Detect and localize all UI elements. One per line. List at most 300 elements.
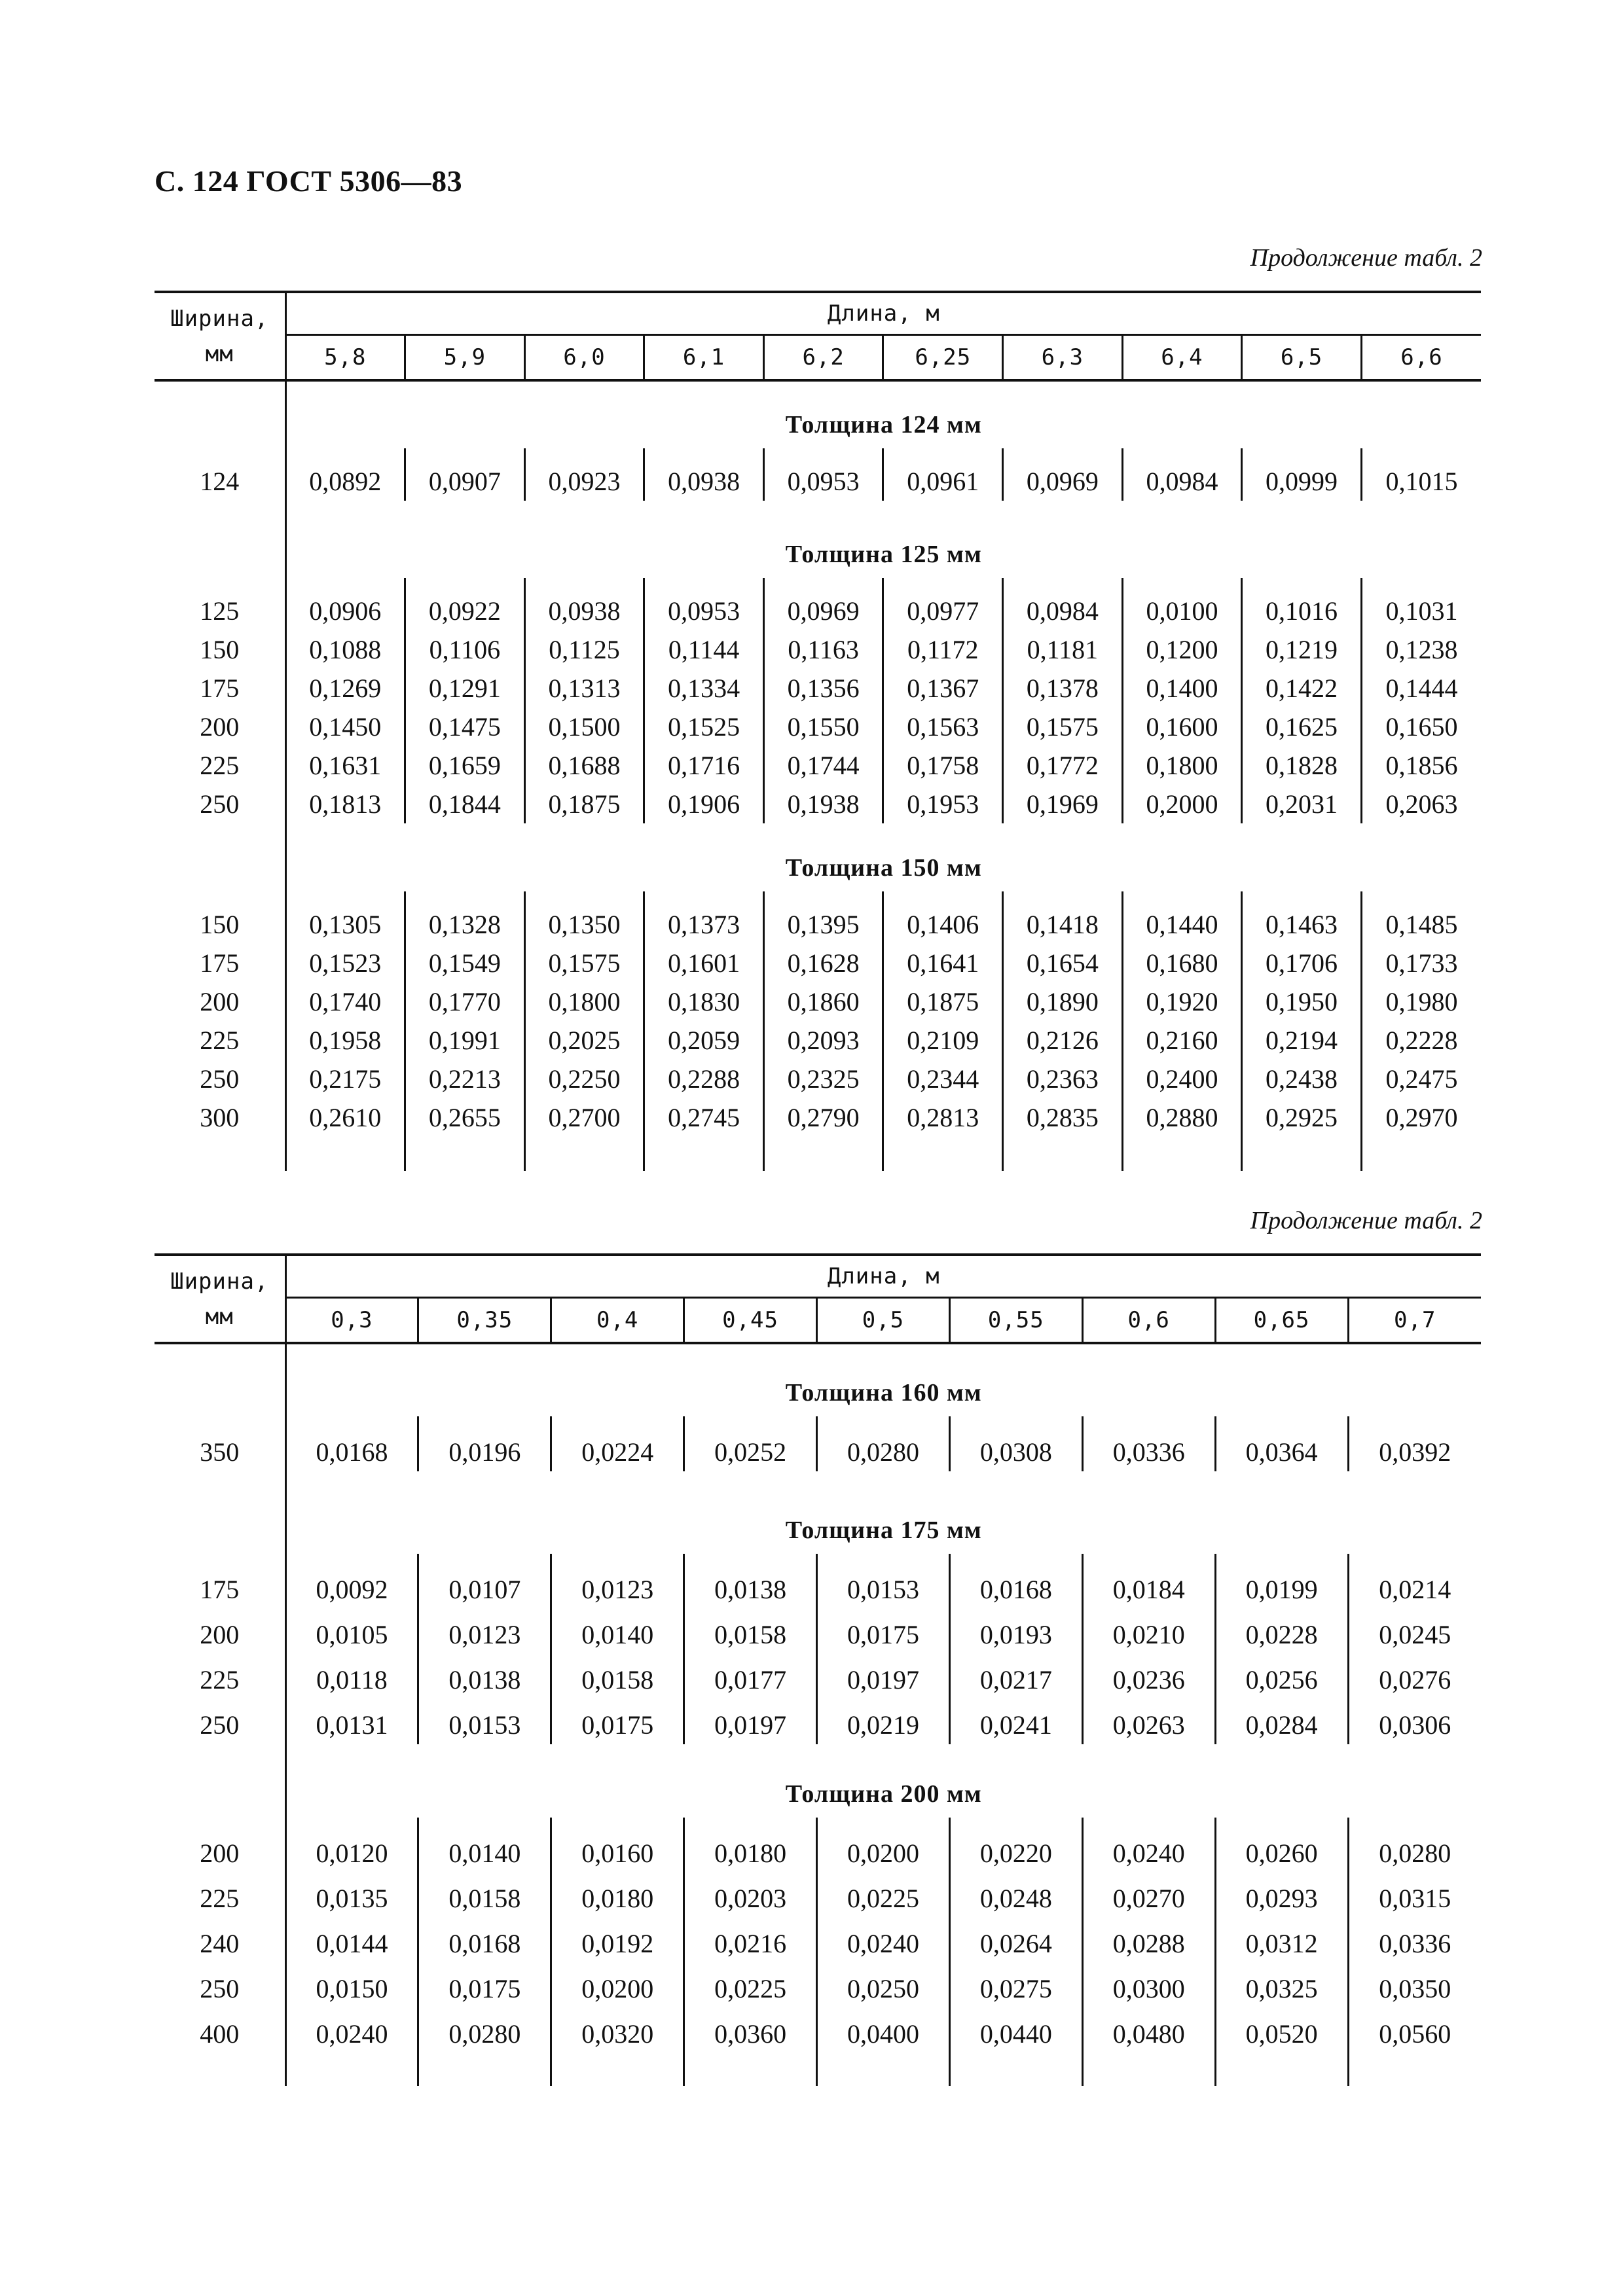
- length-column-header: 0,35: [418, 1298, 551, 1344]
- volume-cell: 0,2475: [1385, 1064, 1458, 1094]
- volume-cell: 0,0969: [1003, 448, 1123, 501]
- width-cell: 150: [155, 630, 285, 669]
- length-column-header: 0,3: [285, 1298, 418, 1344]
- volume-cell: 0,0180: [684, 1818, 817, 1873]
- volume-cell: 0,0308: [949, 1416, 1082, 1471]
- volume-cell: 0,1844: [405, 785, 525, 823]
- volume-cell: 0,1106: [405, 630, 525, 669]
- volume-cell: 0,0158: [418, 1873, 551, 1918]
- length-column-header: 6,1: [644, 335, 764, 381]
- volume-cell: 0,0092: [285, 1554, 418, 1609]
- volume-cell: 0,2745: [644, 1098, 764, 1137]
- thickness-section-title: Толщина 175 мм: [785, 1516, 982, 1544]
- volume-cell: 0,0280: [1379, 1839, 1451, 1868]
- volume-cell: 0,1800: [524, 982, 644, 1021]
- volume-cell: 0,1125: [524, 630, 644, 669]
- width-header: Ширина, мм: [155, 292, 285, 380]
- volume-cell: 0,0288: [1082, 1918, 1215, 1963]
- volume-cell: 0,1378: [1003, 669, 1123, 708]
- volume-cell: 0,1906: [644, 785, 764, 823]
- volume-cell: 0,1305: [285, 891, 405, 944]
- volume-cell: 0,0168: [418, 1918, 551, 1963]
- volume-cell: 0,2025: [524, 1021, 644, 1060]
- volume-cell: 0,0138: [418, 1654, 551, 1699]
- thickness-section-row: [155, 510, 1481, 578]
- width-cell: 124: [155, 448, 285, 501]
- volume-cell: 0,1400: [1122, 669, 1242, 708]
- volume-cell: 0,1800: [1122, 746, 1242, 785]
- table-row: [155, 1554, 1481, 1609]
- volume-cell: 0,0100: [1122, 578, 1242, 630]
- volume-cell: 0,1313: [524, 669, 644, 708]
- width-cell: 250: [155, 785, 285, 823]
- length-column-header: 6,3: [1003, 335, 1123, 381]
- volume-cell: 0,0953: [644, 578, 764, 630]
- width-cell: 150: [155, 891, 285, 944]
- volume-cell: 0,0200: [817, 1818, 950, 1873]
- table-row: [155, 630, 1481, 669]
- volume-cell: 0,0260: [1215, 1818, 1348, 1873]
- volume-cell: 0,1563: [883, 708, 1003, 746]
- volume-cell: 0,0480: [1082, 2008, 1215, 2053]
- thickness-section-row: [155, 1744, 1481, 1818]
- volume-cell: 0,0225: [684, 1963, 817, 2008]
- volume-cell: 0,2175: [285, 1060, 405, 1098]
- volume-cell: 0,0364: [1215, 1416, 1348, 1471]
- volume-cell: 0,0999: [1242, 448, 1362, 501]
- volume-cell: 0,1813: [285, 785, 405, 823]
- volume-cell: 0,0158: [684, 1609, 817, 1654]
- volume-cell: 0,1744: [763, 746, 883, 785]
- volume-cell: 0,1856: [1385, 751, 1458, 780]
- volume-cell: 0,0153: [817, 1554, 950, 1609]
- volume-cell: 0,0892: [285, 448, 405, 501]
- volume-cell: 0,0276: [1379, 1665, 1451, 1695]
- volume-cell: 0,0199: [1215, 1554, 1348, 1609]
- volume-cell: 0,0240: [817, 1918, 950, 1963]
- volume-cell: 0,0520: [1215, 2008, 1348, 2053]
- volume-cell: 0,0270: [1082, 1873, 1215, 1918]
- volume-cell: 0,1575: [1003, 708, 1123, 746]
- volume-cell: 0,1238: [1385, 635, 1458, 664]
- volume-cell: 0,1088: [285, 630, 405, 669]
- table-row: [155, 708, 1481, 746]
- length-column-header: 0,7: [1348, 1298, 1481, 1344]
- volume-cell: 0,0123: [551, 1554, 684, 1609]
- volume-cell: 0,1181: [1003, 630, 1123, 669]
- volume-cell: 0,0336: [1379, 1929, 1451, 1958]
- volume-cell: 0,1334: [644, 669, 764, 708]
- volume-cell: 0,2126: [1003, 1021, 1123, 1060]
- volume-cell: 0,1980: [1385, 987, 1458, 1016]
- volume-cell: 0,1367: [883, 669, 1003, 708]
- volume-cell: 0,0131: [285, 1699, 418, 1744]
- volume-cell: 0,1628: [763, 944, 883, 982]
- volume-cell: 0,2093: [763, 1021, 883, 1060]
- width-cell: 125: [155, 578, 285, 630]
- volume-cell: 0,1688: [524, 746, 644, 785]
- volume-cell: 0,0214: [1379, 1575, 1451, 1604]
- volume-cell: 0,0560: [1379, 2019, 1451, 2049]
- volume-cell: 0,0953: [763, 448, 883, 501]
- volume-cell: 0,0197: [817, 1654, 950, 1699]
- table-row: [155, 2008, 1481, 2053]
- volume-cell: 0,0938: [644, 448, 764, 501]
- length-header: Длина, м: [285, 292, 1481, 335]
- page-header: С. 124 ГОСТ 5306—83: [155, 164, 463, 198]
- volume-cell: 0,0175: [418, 1963, 551, 2008]
- volume-cell: 0,0320: [551, 2008, 684, 2053]
- width-cell: 175: [155, 1554, 285, 1609]
- volume-cell: 0,1475: [405, 708, 525, 746]
- volume-cell: 0,1938: [763, 785, 883, 823]
- table-row: [155, 982, 1481, 1021]
- volume-cell: 0,2063: [1385, 789, 1458, 819]
- volume-cell: 0,2363: [1003, 1060, 1123, 1098]
- volume-cell: 0,1031: [1385, 596, 1458, 626]
- volume-cell: 0,0280: [817, 1416, 950, 1471]
- volume-cell: 0,2400: [1122, 1060, 1242, 1098]
- length-column-header: 6,2: [763, 335, 883, 381]
- volume-cell: 0,1969: [1003, 785, 1123, 823]
- volume-cell: 0,0168: [949, 1554, 1082, 1609]
- volume-cell: 0,0906: [285, 578, 405, 630]
- table-row: [155, 1818, 1481, 1873]
- width-cell: 225: [155, 1873, 285, 1918]
- volume-cell: 0,1950: [1242, 982, 1362, 1021]
- volume-cell: 0,0140: [551, 1609, 684, 1654]
- volume-cell: 0,0907: [405, 448, 525, 501]
- volume-cell: 0,0203: [684, 1873, 817, 1918]
- volume-cell: 0,0144: [285, 1918, 418, 1963]
- volume-cell: 0,0336: [1082, 1416, 1215, 1471]
- width-cell: 200: [155, 1609, 285, 1654]
- volume-cell: 0,1422: [1242, 669, 1362, 708]
- volume-cell: 0,0219: [817, 1699, 950, 1744]
- length-column-header: 6,25: [883, 335, 1003, 381]
- volume-cell: 0,0138: [684, 1554, 817, 1609]
- volume-cell: 0,1875: [883, 982, 1003, 1021]
- volume-cell: 0,0315: [1379, 1884, 1451, 1913]
- thickness-section-row: [155, 380, 1481, 448]
- volume-cell: 0,0938: [524, 578, 644, 630]
- width-cell: 225: [155, 746, 285, 785]
- table-row: [155, 1918, 1481, 1963]
- width-cell: 200: [155, 982, 285, 1021]
- volume-cell: 0,0984: [1122, 448, 1242, 501]
- volume-cell: 0,0400: [817, 2008, 950, 2053]
- volume-cell: 0,1444: [1385, 673, 1458, 703]
- volume-cell: 0,1172: [883, 630, 1003, 669]
- volume-cell: 0,1991: [405, 1021, 525, 1060]
- volume-cell: 0,0360: [684, 2008, 817, 2053]
- volume-cell: 0,0961: [883, 448, 1003, 501]
- volume-cell: 0,1163: [763, 630, 883, 669]
- volume-cell: 0,0312: [1215, 1918, 1348, 1963]
- width-cell: 175: [155, 669, 285, 708]
- length-column-header: 0,45: [684, 1298, 817, 1344]
- volume-cell: 0,0280: [418, 2008, 551, 2053]
- volume-cell: 0,2228: [1385, 1026, 1458, 1055]
- volume-cell: 0,1549: [405, 944, 525, 982]
- volume-cell: 0,1440: [1122, 891, 1242, 944]
- volume-cell: 0,2925: [1242, 1098, 1362, 1137]
- volume-cell: 0,0923: [524, 448, 644, 501]
- volume-cell: 0,1525: [644, 708, 764, 746]
- volume-cell: 0,2835: [1003, 1098, 1123, 1137]
- thickness-section-title: Толщина 124 мм: [785, 411, 982, 439]
- table-continuation-label: Продолжение табл. 2: [1250, 244, 1482, 272]
- length-column-header: 5,8: [285, 335, 405, 381]
- length-column-header: 6,0: [524, 335, 644, 381]
- table-row: [155, 1609, 1481, 1654]
- volume-cell: 0,1328: [405, 891, 525, 944]
- volume-cell: 0,2325: [763, 1060, 883, 1098]
- volume-cell: 0,0107: [418, 1554, 551, 1609]
- volume-cell: 0,1890: [1003, 982, 1123, 1021]
- thickness-section-title: Толщина 200 мм: [785, 1780, 982, 1808]
- volume-cell: 0,1523: [285, 944, 405, 982]
- volume-cell: 0,1654: [1003, 944, 1123, 982]
- volume-cell: 0,2031: [1242, 785, 1362, 823]
- table-row: [155, 1021, 1481, 1060]
- volume-cell: 0,2438: [1242, 1060, 1362, 1098]
- volume-cell: 0,1016: [1242, 578, 1362, 630]
- volume-cell: 0,1953: [883, 785, 1003, 823]
- volume-cell: 0,1830: [644, 982, 764, 1021]
- volume-cell: 0,1733: [1385, 948, 1458, 978]
- length-header: Длина, м: [285, 1255, 1481, 1298]
- volume-cell: 0,1144: [644, 630, 764, 669]
- volume-cell: 0,0216: [684, 1918, 817, 1963]
- volume-cell: 0,1958: [285, 1021, 405, 1060]
- volume-cell: 0,1500: [524, 708, 644, 746]
- table-row: [155, 669, 1481, 708]
- volume-cell: 0,1200: [1122, 630, 1242, 669]
- length-column-header: 5,9: [405, 335, 525, 381]
- length-column-header: 6,6: [1361, 335, 1481, 381]
- width-cell: 250: [155, 1963, 285, 2008]
- length-column-header: 0,5: [817, 1298, 950, 1344]
- width-cell: 200: [155, 708, 285, 746]
- volume-cell: 0,0150: [285, 1963, 418, 2008]
- volume-cell: 0,0392: [1379, 1437, 1451, 1467]
- table-row: [155, 1098, 1481, 1137]
- volume-cell: 0,1706: [1242, 944, 1362, 982]
- width-cell: 175: [155, 944, 285, 982]
- volume-cell: 0,1920: [1122, 982, 1242, 1021]
- volume-cell: 0,1373: [644, 891, 764, 944]
- volume-cell: 0,0192: [551, 1918, 684, 1963]
- volume-cell: 0,1625: [1242, 708, 1362, 746]
- volume-cell: 0,1758: [883, 746, 1003, 785]
- width-cell: 300: [155, 1098, 285, 1137]
- volume-cell: 0,0325: [1215, 1963, 1348, 2008]
- volume-cell: 0,0969: [763, 578, 883, 630]
- volume-cell: 0,2813: [883, 1098, 1003, 1137]
- table-row: [155, 448, 1481, 501]
- volume-cell: 0,2000: [1122, 785, 1242, 823]
- volume-cell: 0,1485: [1385, 910, 1458, 939]
- volume-cell: 0,0225: [817, 1873, 950, 1918]
- volume-cell: 0,1875: [524, 785, 644, 823]
- table-row: [155, 1963, 1481, 2008]
- volume-cell: 0,1772: [1003, 746, 1123, 785]
- volume-cell: 0,2194: [1242, 1021, 1362, 1060]
- thickness-section-row: [155, 1480, 1481, 1554]
- volume-cell: 0,1450: [285, 708, 405, 746]
- volume-cell: 0,0118: [285, 1654, 418, 1699]
- volume-cell: 0,0197: [684, 1699, 817, 1744]
- volume-cell: 0,0284: [1215, 1699, 1348, 1744]
- volume-cell: 0,0120: [285, 1818, 418, 1873]
- table-continuation-label: Продолжение табл. 2: [1250, 1207, 1482, 1234]
- volume-cell: 0,2790: [763, 1098, 883, 1137]
- table-row: [155, 746, 1481, 785]
- volume-cell: 0,2344: [883, 1060, 1003, 1098]
- volume-cell: 0,2109: [883, 1021, 1003, 1060]
- volume-cell: 0,0252: [684, 1416, 817, 1471]
- volume-cell: 0,1269: [285, 669, 405, 708]
- volume-cell: 0,0236: [1082, 1654, 1215, 1699]
- volume-cell: 0,0184: [1082, 1554, 1215, 1609]
- volume-cell: 0,1219: [1242, 630, 1362, 669]
- table-row: [155, 1654, 1481, 1699]
- width-header: Ширина, мм: [155, 1255, 285, 1343]
- volume-cell: 0,0105: [285, 1609, 418, 1654]
- thickness-section-row: [155, 823, 1481, 891]
- volume-cell: 0,0220: [949, 1818, 1082, 1873]
- volume-cell: 0,0922: [405, 578, 525, 630]
- volume-cell: 0,0228: [1215, 1609, 1348, 1654]
- weight-table-1: [155, 291, 1481, 1171]
- volume-cell: 0,0175: [551, 1699, 684, 1744]
- volume-cell: 0,0293: [1215, 1873, 1348, 1918]
- volume-cell: 0,1740: [285, 982, 405, 1021]
- volume-cell: 0,0350: [1379, 1974, 1451, 2003]
- volume-cell: 0,0135: [285, 1873, 418, 1918]
- width-cell: 400: [155, 2008, 285, 2053]
- volume-cell: 0,1600: [1122, 708, 1242, 746]
- volume-cell: 0,2213: [405, 1060, 525, 1098]
- width-cell: 350: [155, 1416, 285, 1471]
- volume-cell: 0,1680: [1122, 944, 1242, 982]
- volume-cell: 0,0984: [1003, 578, 1123, 630]
- width-cell: 250: [155, 1060, 285, 1098]
- length-column-header: 0,55: [949, 1298, 1082, 1344]
- volume-cell: 0,2059: [644, 1021, 764, 1060]
- table-row: [155, 891, 1481, 944]
- volume-cell: 0,0263: [1082, 1699, 1215, 1744]
- volume-cell: 0,1659: [405, 746, 525, 785]
- length-column-header: 6,4: [1122, 335, 1242, 381]
- volume-cell: 0,1350: [524, 891, 644, 944]
- thickness-section-title: Толщина 150 мм: [785, 854, 982, 882]
- table-row: [155, 944, 1481, 982]
- volume-cell: 0,0177: [684, 1654, 817, 1699]
- width-cell: 240: [155, 1918, 285, 1963]
- volume-cell: 0,1631: [285, 746, 405, 785]
- volume-cell: 0,0440: [949, 2008, 1082, 2053]
- volume-cell: 0,0175: [817, 1609, 950, 1654]
- volume-cell: 0,2880: [1122, 1098, 1242, 1137]
- volume-cell: 0,0240: [285, 2008, 418, 2053]
- volume-cell: 0,1356: [763, 669, 883, 708]
- volume-cell: 0,0240: [1082, 1818, 1215, 1873]
- table-row: [155, 1060, 1481, 1098]
- volume-cell: 0,2250: [524, 1060, 644, 1098]
- volume-cell: 0,0193: [949, 1609, 1082, 1654]
- volume-cell: 0,2610: [285, 1098, 405, 1137]
- volume-cell: 0,0123: [418, 1609, 551, 1654]
- volume-cell: 0,1860: [763, 982, 883, 1021]
- volume-cell: 0,0160: [551, 1818, 684, 1873]
- volume-cell: 0,0217: [949, 1654, 1082, 1699]
- volume-cell: 0,1550: [763, 708, 883, 746]
- volume-cell: 0,2970: [1385, 1103, 1458, 1132]
- volume-cell: 0,0180: [551, 1873, 684, 1918]
- width-cell: 200: [155, 1818, 285, 1873]
- length-column-header: 6,5: [1242, 335, 1362, 381]
- volume-cell: 0,1291: [405, 669, 525, 708]
- volume-cell: 0,0245: [1379, 1620, 1451, 1649]
- volume-cell: 0,1770: [405, 982, 525, 1021]
- volume-cell: 0,1650: [1385, 712, 1458, 742]
- volume-cell: 0,0168: [285, 1416, 418, 1471]
- volume-cell: 0,1015: [1385, 467, 1458, 496]
- volume-cell: 0,1395: [763, 891, 883, 944]
- volume-cell: 0,0140: [418, 1818, 551, 1873]
- volume-cell: 0,0224: [551, 1416, 684, 1471]
- table-row: [155, 1873, 1481, 1918]
- volume-cell: 0,1828: [1242, 746, 1362, 785]
- volume-cell: 0,1601: [644, 944, 764, 982]
- volume-cell: 0,1406: [883, 891, 1003, 944]
- width-cell: 250: [155, 1699, 285, 1744]
- table-row: [155, 1699, 1481, 1744]
- volume-cell: 0,1641: [883, 944, 1003, 982]
- length-column-header: 0,4: [551, 1298, 684, 1344]
- volume-cell: 0,0196: [418, 1416, 551, 1471]
- thickness-section-title: Толщина 125 мм: [785, 541, 982, 568]
- weight-table-2: [155, 1253, 1481, 2086]
- volume-cell: 0,0158: [551, 1654, 684, 1699]
- volume-cell: 0,2288: [644, 1060, 764, 1098]
- volume-cell: 0,0300: [1082, 1963, 1215, 2008]
- volume-cell: 0,0977: [883, 578, 1003, 630]
- volume-cell: 0,1575: [524, 944, 644, 982]
- width-cell: 225: [155, 1654, 285, 1699]
- volume-cell: 0,0153: [418, 1699, 551, 1744]
- volume-cell: 0,0264: [949, 1918, 1082, 1963]
- volume-cell: 0,0256: [1215, 1654, 1348, 1699]
- volume-cell: 0,0250: [817, 1963, 950, 2008]
- table-row: [155, 1416, 1481, 1471]
- width-cell: 225: [155, 1021, 285, 1060]
- volume-cell: 0,0275: [949, 1963, 1082, 2008]
- volume-cell: 0,1716: [644, 746, 764, 785]
- volume-cell: 0,1418: [1003, 891, 1123, 944]
- length-column-header: 0,6: [1082, 1298, 1215, 1344]
- volume-cell: 0,0248: [949, 1873, 1082, 1918]
- thickness-section-title: Толщина 160 мм: [785, 1379, 982, 1407]
- volume-cell: 0,0200: [551, 1963, 684, 2008]
- volume-cell: 0,0241: [949, 1699, 1082, 1744]
- volume-cell: 0,0210: [1082, 1609, 1215, 1654]
- table-row: [155, 785, 1481, 823]
- volume-cell: 0,2655: [405, 1098, 525, 1137]
- length-column-header: 0,65: [1215, 1298, 1348, 1344]
